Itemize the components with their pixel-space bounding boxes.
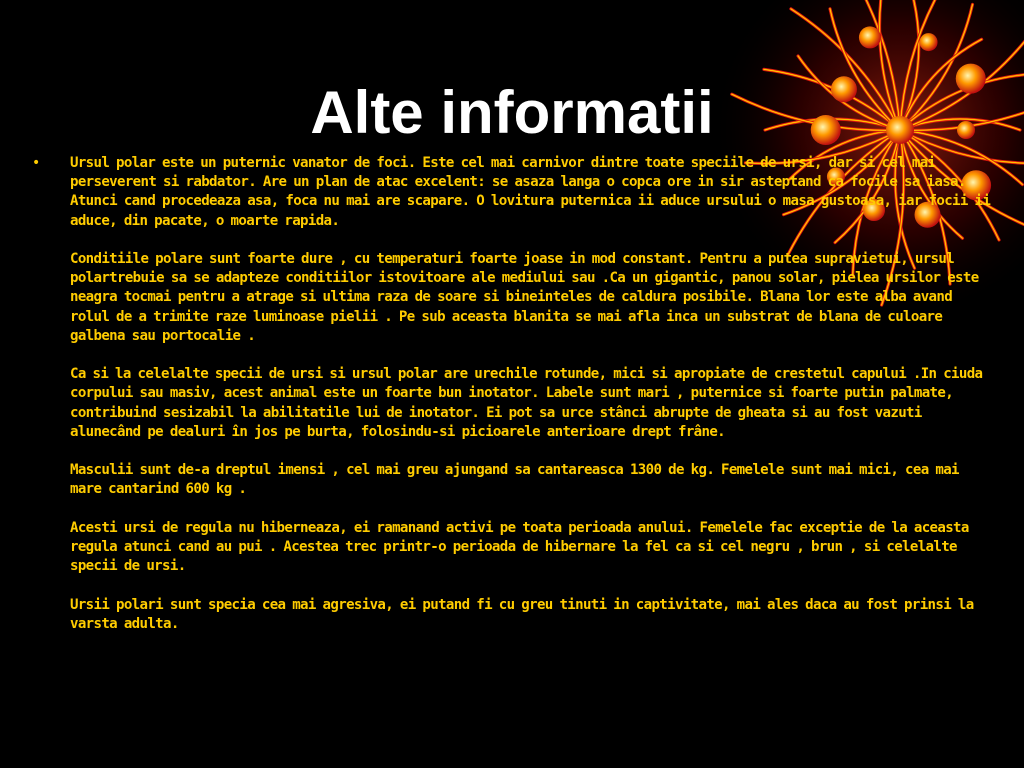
paragraph-climate: Conditiile polare sunt foarte dure , cu temperaturi foarte joase in mod constant. Pentru a putea supravietui, ursul polartrebuie sa se adapteze conditiilor istovitoare ale mediului sau .Ca un gigantic, panou solar, pielea ursilor este neagra tocmai pentru a atrage si ultima raza de soare si bineinteles de caldura posibile. Blana lor este alba avand rolul de a trimite raze luminoase pielii . Pe sub aceasta blanita se mai afla inca un substrat de blana de culoare galbena sau portocalie . [70,251,979,344]
paragraph-size: Masculii sunt de-a dreptul imensi , cel mai greu ajungand sa cantareasca 1300 de kg. Femelele sunt mai mici, cea mai mare cantarind 600 kg . [70,462,959,498]
paragraph-hibernation: Acesti ursi de regula nu hiberneaza, ei ramanand activi pe toata perioada anului. Femelele fac exceptie de la aceasta regula atunci cand au pui . Acestea trec printr-o perioada de hibernare la fel ca si cel negru , brun , si celelalte specii de ursi. [70,519,969,575]
firework-spark [859,26,881,48]
bullet-paragraphs [70,154,994,634]
firework-spark [920,33,938,51]
paragraph-anatomy: Ca si la celelalte specii de ursi si ursul polar are urechile rotunde, mici si apropiate de crestetul capului .In ciuda corpului sau masiv, acest animal este un foarte bun inotator. Labele sunt mari , puternice si foarte putin palmate, contribuind sesizabil la abilitatile lui de inotator. Ei pot sa urce stânci abrupte de gheata si au fost vazuti alunecând pe dealuri în jos pe burta, folosindu-si picioarele anterioare drept frâne. [70,366,983,440]
slide-title: Alte informatii [310,79,714,146]
slide-body [32,154,994,634]
paragraph-hunting: Ursul polar este un puternic vanator de foci. Este cel mai carnivor dintre toate speciile de ursi, dar si cel mai perseverent si rabdator. Are un plan de atac excelent: se asaza langa o copca ore in sir asteptand ca focile sa iasa. Atunci cand procedeaza asa, foca nu mai are scapare. O lovitura puternica ii aduce ursului o masa gustoasa, iar focii ii aduce, din pacate, o moarte rapida. [70,155,991,229]
bullet-icon: • [32,155,41,171]
paragraph-aggression: Ursii polari sunt specia cea mai agresiva, ei putand fi cu greu tinuti in captivitate, mai ales daca au fost prinsi la varsta adulta. [70,596,974,632]
